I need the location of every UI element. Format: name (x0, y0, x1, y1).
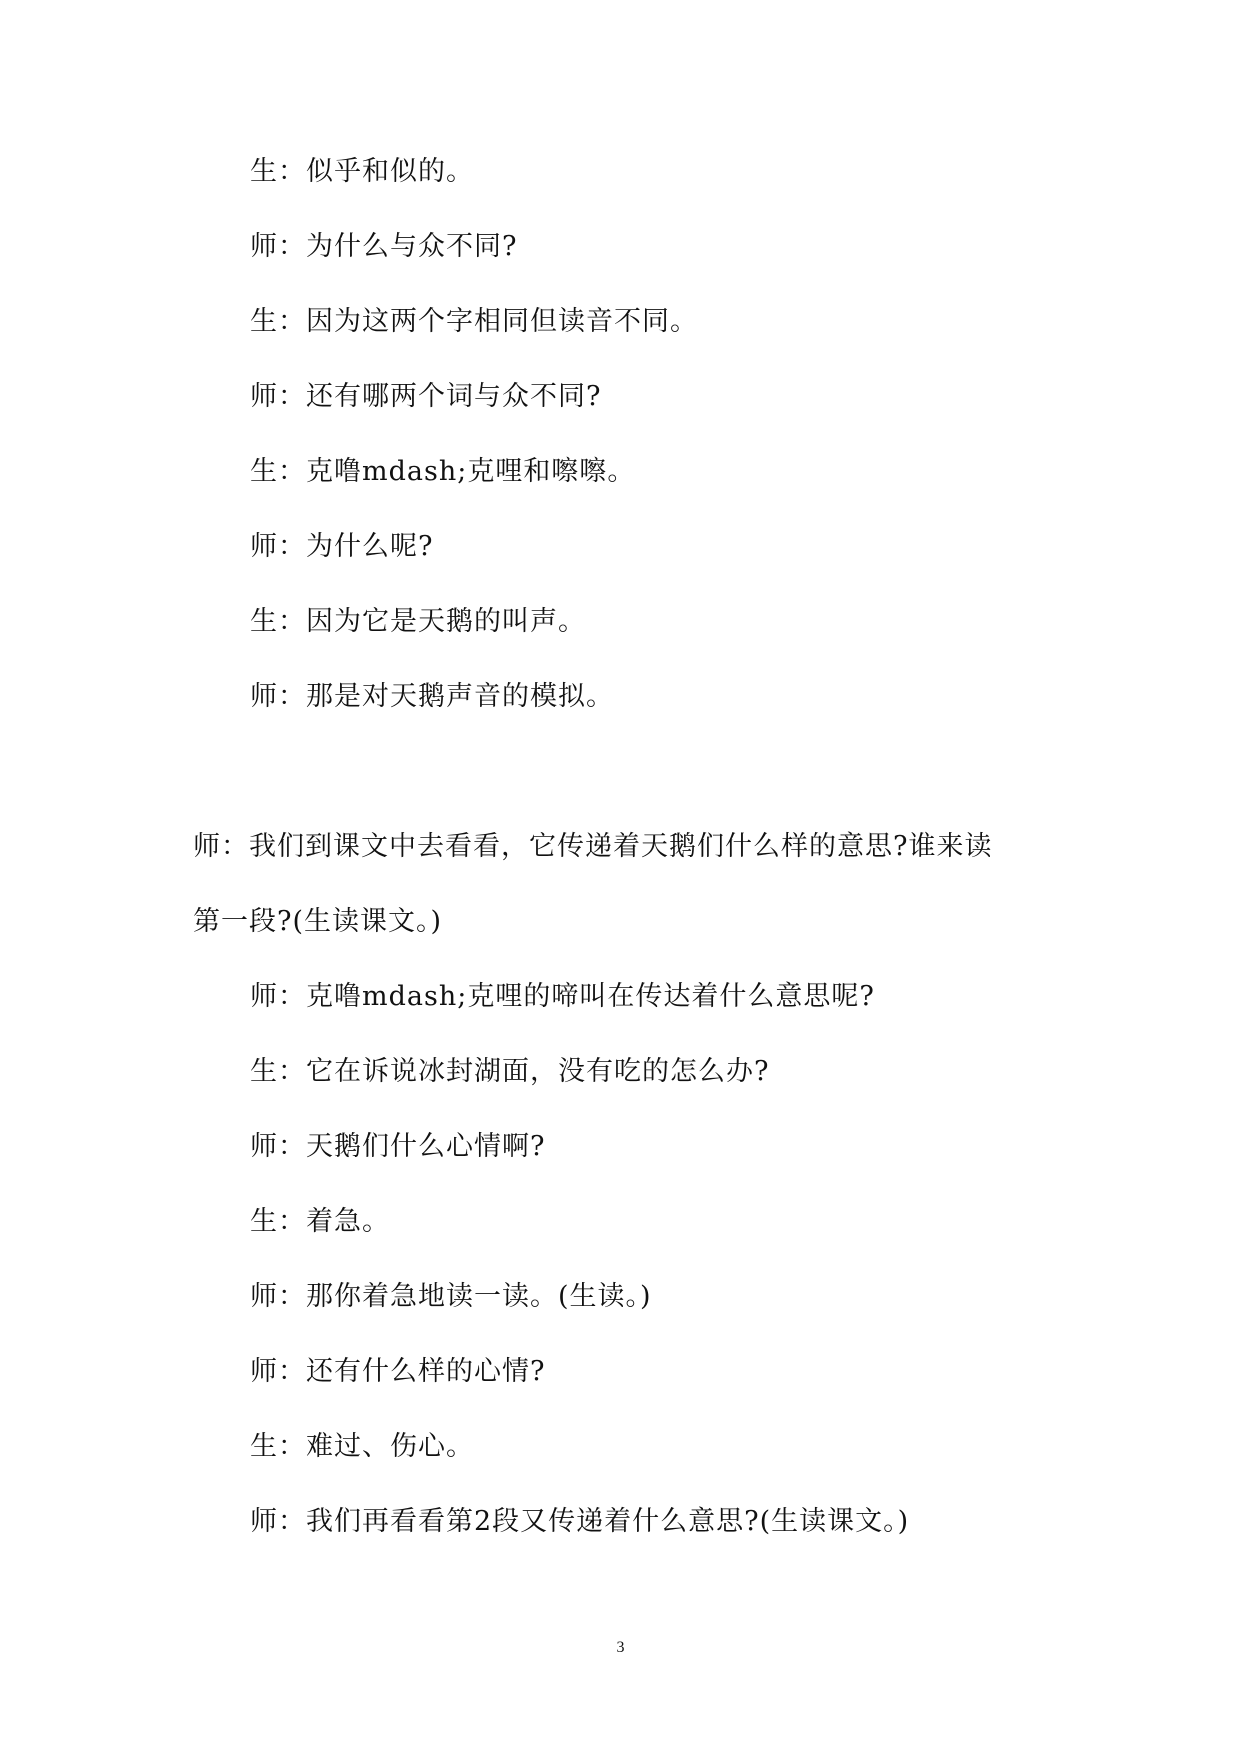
dialogue-line: 生：克噜mdash;克哩和嚓嚓。 (250, 456, 636, 487)
dialogue-line: 生：难过、伤心。 (250, 1431, 474, 1462)
paragraph-line: 第一段?(生读课文。) (193, 906, 443, 937)
dialogue-line: 师：天鹅们什么心情啊? (250, 1131, 546, 1162)
dialogue-line: 师：还有什么样的心情? (250, 1356, 546, 1387)
paragraph-line: 师：我们到课文中去看看，它传递着天鹅们什么样的意思?谁来读 (193, 831, 993, 862)
dialogue-line: 生：着急。 (250, 1206, 390, 1237)
dialogue-line: 师：那你着急地读一读。(生读。) (250, 1281, 652, 1312)
page-number: 3 (616, 1639, 625, 1656)
dialogue-line: 生：因为它是天鹅的叫声。 (250, 606, 586, 637)
dialogue-line: 师：为什么呢? (250, 531, 434, 562)
dialogue-line: 生：它在诉说冰封湖面，没有吃的怎么办? (250, 1056, 770, 1087)
dialogue-line: 师：那是对天鹅声音的模拟。 (250, 681, 614, 712)
dialogue-line: 师：还有哪两个词与众不同? (250, 381, 602, 412)
dialogue-line: 师：克噜mdash;克哩的啼叫在传达着什么意思呢? (250, 981, 875, 1012)
dialogue-line: 生：因为这两个字相同但读音不同。 (250, 306, 698, 337)
dialogue-line: 生：似乎和似的。 (250, 156, 474, 187)
dialogue-line: 师：为什么与众不同? (250, 231, 518, 262)
dialogue-line: 师：我们再看看第2段又传递着什么意思?(生读课文。) (250, 1506, 910, 1537)
